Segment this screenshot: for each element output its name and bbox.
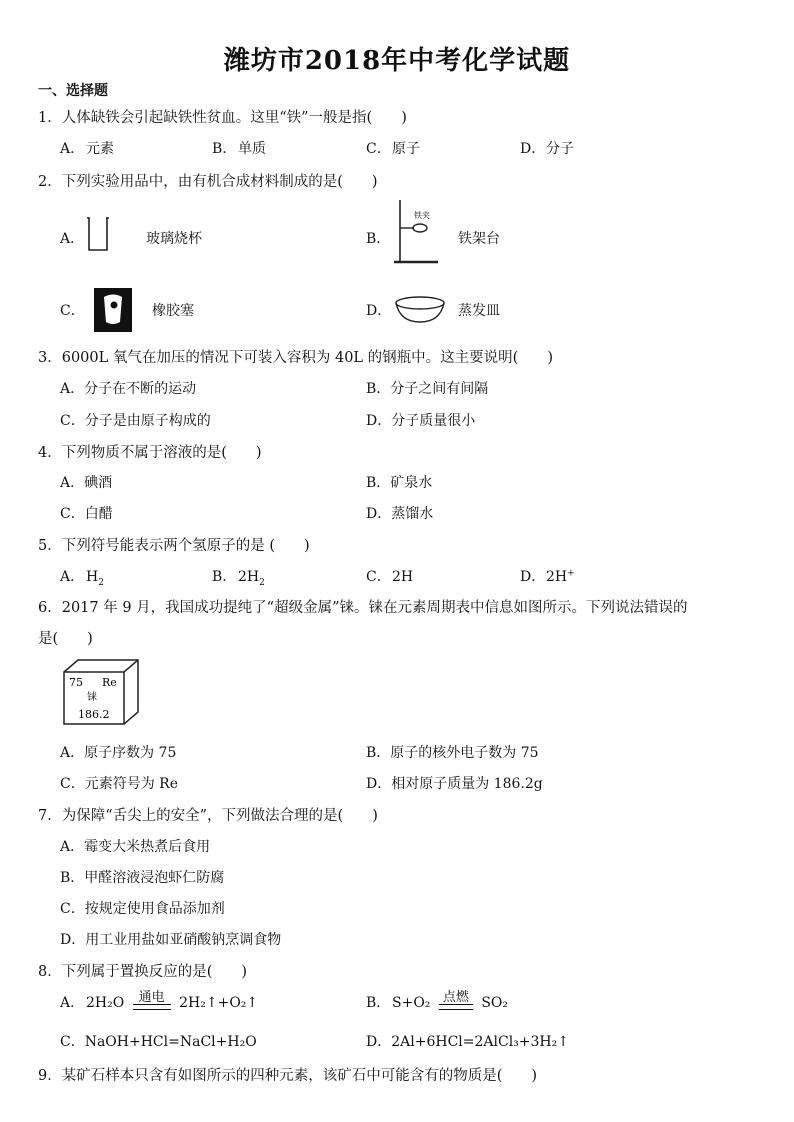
tile-atomic-number: 75 — [69, 676, 83, 689]
section-heading: 一、选择题 — [38, 83, 108, 99]
question-5-stem: 5．下列符号能表示两个氢原子的是 ( ) — [38, 538, 310, 554]
q8-option-b: B． S+O₂ 点燃 SO₂ — [366, 990, 509, 1011]
rubber-stopper-image — [94, 288, 132, 332]
question-1-stem: 1．人体缺铁会引起缺铁性贫血。这里“铁”一般是指( ) — [38, 110, 407, 126]
question-8-stem: 8．下列属于置换反应的是( ) — [38, 964, 248, 980]
q6-option-b: B．原子的核外电子数为 75 — [366, 745, 539, 761]
question-7-stem: 7．为保障“舌尖上的安全”，下列做法合理的是( ) — [38, 808, 378, 824]
tile-symbol: Re — [102, 676, 117, 689]
q8-b-condition: 点燃 — [442, 990, 469, 1005]
q4-option-c: C．白醋 — [60, 506, 113, 522]
stand-label: 铁夹 — [414, 211, 430, 220]
iron-stand-image — [392, 198, 442, 268]
q5-option-d: D．2H+ — [520, 568, 575, 585]
q3-option-a: A．分子在不断的运动 — [60, 381, 197, 397]
question-6-stem-line-1: 6．2017 年 9 月，我国成功提纯了“超级金属”铼。铼在元素周期表中信息如图所示。下列说法错误的 — [38, 600, 688, 616]
tile-atomic-mass: 186.2 — [78, 708, 110, 721]
q7-option-d: D．用工业用盐如亚硝酸钠烹调食物 — [60, 932, 282, 948]
question-3-stem: 3．6000L 氧气在加压的情况下可装入容积为 40L 的钢瓶中。这主要说明( ) — [38, 350, 553, 366]
q6-option-d: D．相对原子质量为 186.2g — [366, 776, 543, 792]
q6-option-a: A．原子序数为 75 — [60, 745, 177, 761]
q1-option-b: B． 单质 — [212, 141, 266, 157]
page-title: 潍坊市2018年中考化学试题 — [223, 46, 571, 76]
q1-option-c: C．原子 — [366, 141, 420, 157]
q3-option-d: D．分子质量很小 — [366, 413, 476, 429]
q2-option-b-letter: B． — [366, 231, 391, 247]
q2-option-b-text: 铁架台 — [458, 231, 500, 247]
q2-option-c-text: 橡胶塞 — [152, 303, 194, 319]
question-2-stem: 2．下列实验用品中，由有机合成材料制成的是( ) — [38, 174, 378, 190]
q2-option-d-letter: D． — [366, 303, 392, 319]
question-4-stem: 4．下列物质不属于溶液的是( ) — [38, 445, 262, 461]
q1-option-d: D．分子 — [520, 141, 574, 157]
rhenium-element-tile — [60, 656, 142, 728]
q7-option-b: B．甲醛溶液浸泡虾仁防腐 — [60, 870, 225, 886]
q6-option-c: C．元素符号为 Re — [60, 776, 178, 792]
q2-option-d-text: 蒸发皿 — [458, 303, 500, 319]
q3-option-b: B．分子之间有间隔 — [366, 381, 489, 397]
q7-option-c: C．按规定使用食品添加剂 — [60, 901, 225, 917]
question-9-stem: 9．某矿石样本只含有如图所示的四种元素，该矿石中可能含有的物质是( ) — [38, 1068, 538, 1084]
q4-option-d: D．蒸馏水 — [366, 506, 434, 522]
question-6-stem-line-2: 是( ) — [38, 631, 93, 647]
evaporating-dish-image — [394, 294, 446, 324]
q4-option-a: A．碘酒 — [60, 475, 113, 491]
q4-option-b: B．矿泉水 — [366, 475, 433, 491]
q3-option-c: C．分子是由原子构成的 — [60, 413, 211, 429]
q7-option-a: A．霉变大米热煮后食用 — [60, 839, 211, 855]
q2-option-a-letter: A． — [60, 231, 85, 247]
q8-a-condition: 通电 — [138, 990, 165, 1005]
q1-option-a: A． 元素 — [60, 141, 114, 157]
q5-option-c: C．2H — [366, 569, 414, 585]
q5-option-b: B． $2H_2$ — [212, 569, 265, 588]
beaker-image — [86, 214, 110, 254]
q5-option-a: A． $H_2$ — [60, 569, 104, 588]
q8-option-c: C．NaOH+HCl=NaCl+H₂O — [60, 1034, 257, 1050]
q8-option-a: A． 2H₂O 通电 2H₂↑+O₂↑ — [60, 990, 259, 1011]
q2-option-c-letter: C． — [60, 303, 85, 319]
q2-option-a-text: 玻璃烧杯 — [146, 231, 202, 247]
q8-option-d: D．2Al+6HCl=2AlCl₃+3H₂↑ — [366, 1034, 569, 1050]
tile-name: 铼 — [87, 692, 97, 703]
